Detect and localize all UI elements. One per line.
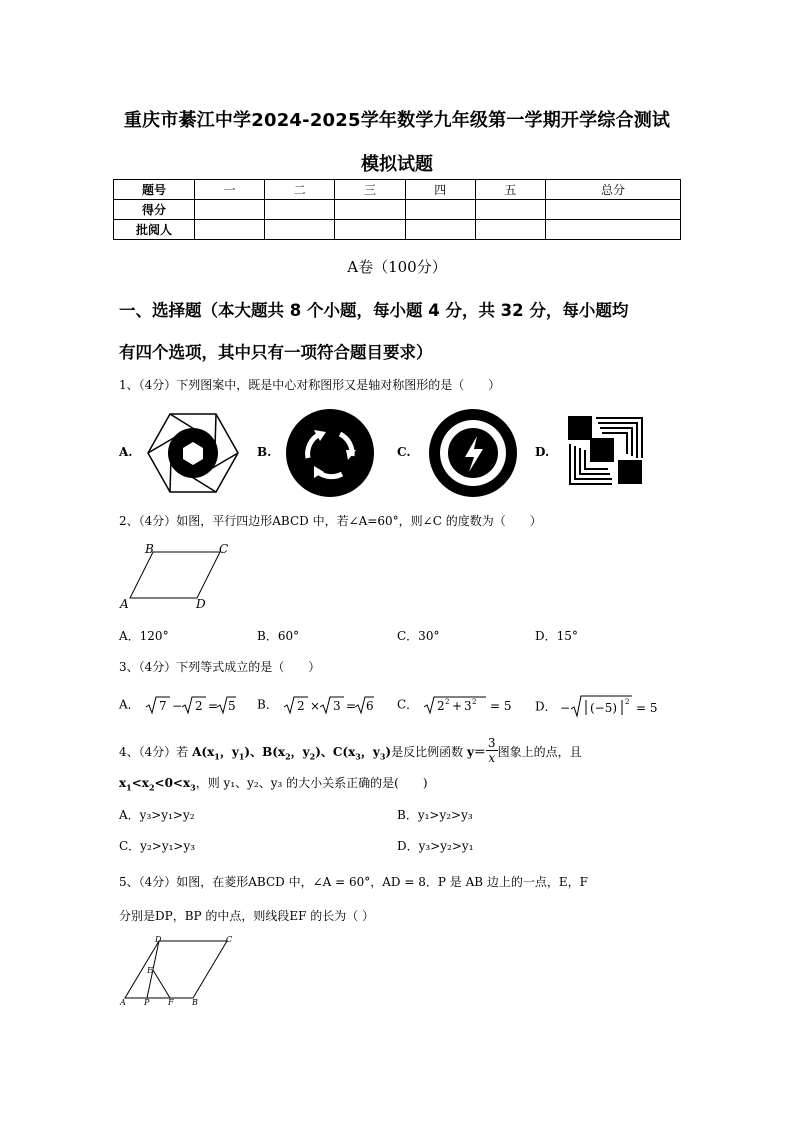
q4-option-d[interactable]: D．y₃>y₂>y₁ <box>397 839 474 853</box>
svg-text:5: 5 <box>227 699 236 713</box>
q2-parallelogram-figure <box>117 540 237 612</box>
svg-text:6: 6 <box>365 699 374 713</box>
q2-option-c[interactable]: C．30° <box>397 629 440 643</box>
q4-option-a[interactable]: A．y₃>y₁>y₂ <box>119 808 195 822</box>
svg-text:×: × <box>309 699 320 713</box>
q1-stem: 1、（4分）下列图案中，既是中心对称图形又是轴对称图形的是（ ） <box>119 378 501 392</box>
q2-vertex-c: C <box>219 542 229 556</box>
q4-option-c[interactable]: C．y₂>y₁>y₃ <box>119 839 196 853</box>
section-heading-line2: 有四个选项，其中只有一项符合题目要求） <box>119 343 433 362</box>
q2-vertex-b: B <box>145 542 154 556</box>
svg-text:=: = <box>345 699 356 713</box>
q3-option-c-formula <box>422 694 522 716</box>
q3-option-letter: C． <box>397 697 419 712</box>
q5-point-p: P <box>144 998 150 1007</box>
svg-text:3: 3 <box>464 699 472 713</box>
q2-option-a[interactable]: A．120° <box>119 629 169 643</box>
q4-option-b[interactable]: B．y₁>y₂>y₃ <box>397 808 473 822</box>
q4-stem-part: 是反比例函数 <box>391 745 464 759</box>
q4-stem-part: 图象上的点，且 <box>497 745 582 759</box>
q3-option-d-formula <box>560 694 672 720</box>
q5-vertex-a: A <box>120 998 126 1007</box>
q5-point-e: E <box>147 966 153 975</box>
q5-point-f: F <box>168 998 174 1007</box>
q1-option-label: D. <box>535 445 550 459</box>
score-table-row <box>114 220 681 240</box>
section-heading-line1: 一、选择题（本大题共 8 个小题，每小题 4 分，共 32 分，每小题均 <box>119 301 629 320</box>
q3-option-a-formula <box>144 694 236 716</box>
q1-option-label: A. <box>119 445 133 459</box>
q3-option-letter: A． <box>119 697 140 712</box>
score-cell[interactable] <box>475 200 545 220</box>
svg-text:+: + <box>452 699 463 713</box>
score-table-header: 一 <box>195 180 265 200</box>
svg-text:2: 2 <box>625 698 630 706</box>
q4-stem-line1 <box>119 738 582 767</box>
q4-stem-line2 <box>119 774 428 792</box>
score-table-header: 总分 <box>546 180 681 200</box>
score-cell[interactable] <box>546 200 681 220</box>
svg-text:2: 2 <box>194 699 203 713</box>
score-cell[interactable] <box>335 200 405 220</box>
svg-text:7: 7 <box>158 699 167 713</box>
q1-option-label: C. <box>397 445 411 459</box>
score-cell[interactable] <box>335 220 405 240</box>
q5-stem-line1: 5、（4分）如图，在菱形ABCD 中，∠A = 60°，AD = 8．P 是 AB 边上的一点，E，F <box>119 875 588 889</box>
q1-figure-b-roundabout-icon <box>284 408 376 498</box>
score-cell[interactable] <box>265 200 335 220</box>
q2-vertex-d: D <box>196 597 206 611</box>
q3-option-d[interactable] <box>535 694 672 720</box>
q5-stem-line2: 分别是DP，BP 的中点，则线段EF 的长为（ ） <box>119 909 375 923</box>
q2-vertex-a: A <box>120 597 129 611</box>
score-table <box>113 179 681 240</box>
exam-title-line1: 重庆市綦江中学2024-2025学年数学九年级第一学期开学综合测试 <box>123 110 671 131</box>
q5-vertex-b: B <box>192 998 198 1007</box>
score-cell[interactable] <box>195 220 265 240</box>
q3-option-a[interactable] <box>119 694 236 716</box>
svg-text:3: 3 <box>332 699 341 713</box>
q2-option-b[interactable]: B．60° <box>257 629 300 643</box>
q5-rhombus-figure <box>117 932 247 1012</box>
svg-text:(−5): (−5) <box>590 701 618 715</box>
score-table-header-row <box>114 180 681 200</box>
q2-option-d[interactable]: D．15° <box>535 629 578 643</box>
score-cell[interactable] <box>195 200 265 220</box>
svg-text:= 5: = 5 <box>490 699 512 713</box>
q4-points: $A(x_1$，$y_1$)、$B(x_2$，$y_2$)、$C(x_3$，$y_3$) <box>192 745 392 762</box>
score-cell[interactable] <box>475 220 545 240</box>
q1-figure-c-lightning-icon <box>427 408 519 498</box>
score-table-header: 五 <box>475 180 545 200</box>
svg-text:2: 2 <box>437 699 445 713</box>
q4-condition: $x_1<x_2<0<x_3$ <box>119 776 196 793</box>
q1-option-label: B. <box>257 445 272 459</box>
q5-vertex-c: C <box>226 935 233 944</box>
q4-stem-part: 4、（4分）若 <box>119 745 189 759</box>
svg-text:=: = <box>207 699 218 713</box>
score-table-header: 四 <box>405 180 475 200</box>
score-table-header: 题号 <box>114 180 195 200</box>
q1-figure-a-hexagon-icon <box>147 412 239 494</box>
q3-stem: 3、（4分）下列等式成立的是（ ） <box>119 660 321 674</box>
q3-option-b[interactable] <box>257 694 374 716</box>
q3-option-b-formula <box>282 694 374 716</box>
q4-stem-part: ，则 y₁、y₂、y₃ 的大小关系正确的是( ) <box>195 776 428 790</box>
score-cell[interactable] <box>546 220 681 240</box>
q4-fraction: $\frac{3}{x}$ <box>487 736 496 765</box>
q1-figure-d-squares-icon <box>566 414 644 486</box>
q5-vertex-d: D <box>155 935 162 944</box>
score-table-header: 二 <box>265 180 335 200</box>
q3-option-c[interactable] <box>397 694 522 716</box>
svg-text:= 5: = 5 <box>636 701 658 715</box>
score-cell[interactable] <box>405 200 475 220</box>
exam-title-line2: 模拟试题 <box>361 154 433 175</box>
svg-text:2: 2 <box>445 698 450 706</box>
svg-text:2: 2 <box>296 699 305 713</box>
score-row-label: 批阅人 <box>114 220 195 240</box>
score-cell[interactable] <box>405 220 475 240</box>
svg-text:2: 2 <box>472 698 477 706</box>
score-cell[interactable] <box>265 220 335 240</box>
svg-text:−: − <box>171 699 182 713</box>
score-table-header: 三 <box>335 180 405 200</box>
score-row-label: 得分 <box>114 200 195 220</box>
svg-text:−: − <box>560 701 571 715</box>
score-table-row <box>114 200 681 220</box>
q3-option-letter: D． <box>535 699 557 714</box>
q4-function: y＝ <box>466 745 486 759</box>
q2-stem: 2、（4分）如图，平行四边形ABCD 中，若∠A=60°，则∠C 的度数为（ ） <box>119 514 542 528</box>
q3-option-letter: B． <box>257 697 278 712</box>
volume-heading: A卷（100分） <box>347 258 447 276</box>
